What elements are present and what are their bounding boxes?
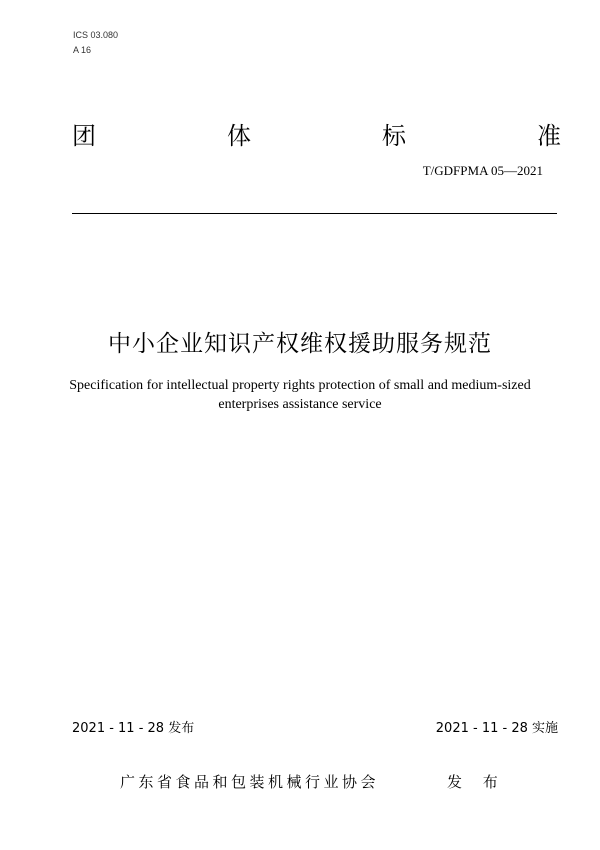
divider (72, 213, 557, 214)
publisher-org: 广东省食品和包装机械行业协会 (120, 773, 380, 791)
implement-date: 2021 - 11 - 28 实施 (435, 721, 558, 736)
standard-type-char: 体 (227, 122, 251, 150)
title-chinese: 中小企业知识产权维权援助服务规范 (108, 331, 492, 357)
ccs-code: A 16 (73, 45, 92, 55)
issue-date: 2021 - 11 - 28 发布 (72, 721, 195, 736)
title-english-line2: enterprises assistance service (218, 397, 382, 412)
standard-type-char: 团 (72, 122, 96, 150)
standard-type-char: 准 (537, 122, 561, 150)
ics-code: ICS 03.080 (73, 30, 119, 40)
title-english-line1: Specification for intellectual property rights protection of small and medium-sized (69, 378, 531, 393)
publish-label: 发 布 (447, 773, 506, 791)
standard-type-char: 标 (382, 122, 406, 150)
standard-code: T/GDFPMA 05—2021 (422, 163, 543, 178)
